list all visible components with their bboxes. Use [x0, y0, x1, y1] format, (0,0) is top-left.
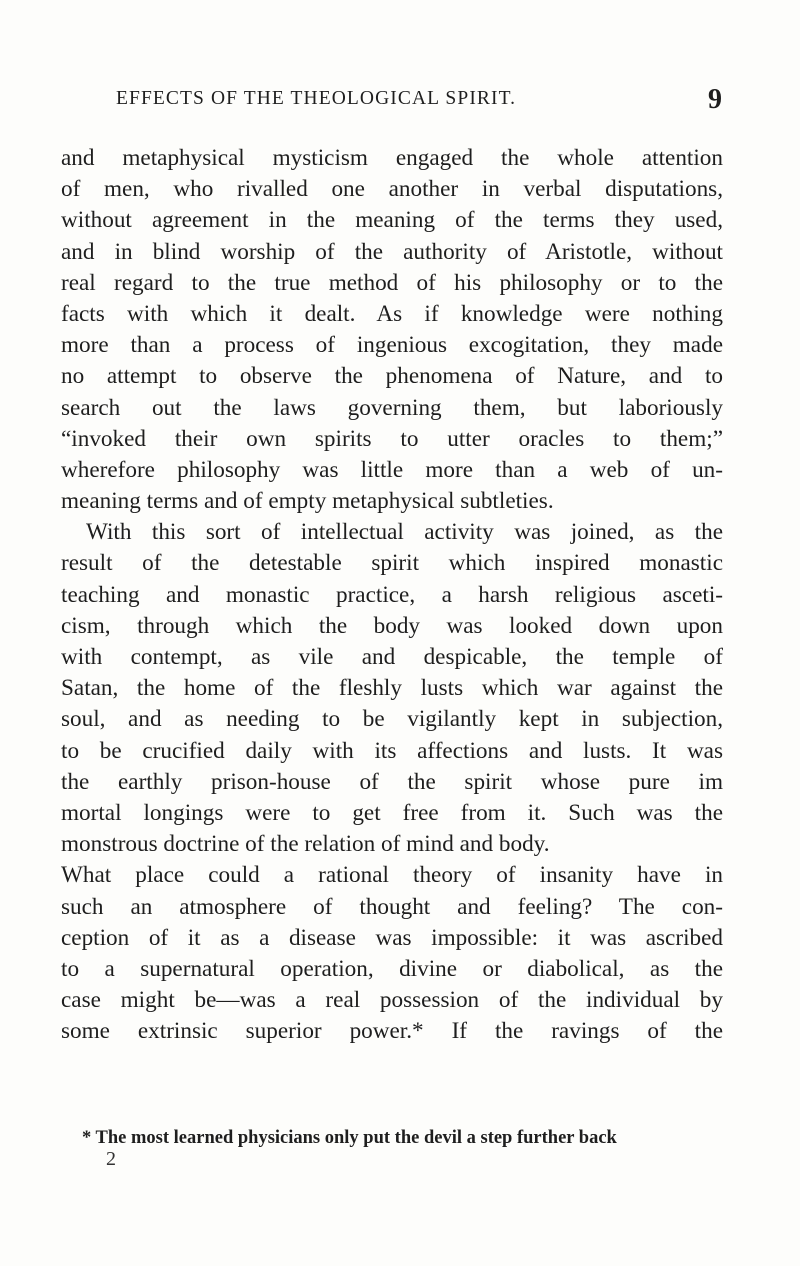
- text-line: soul, and as needing to be vigilantly kept in subjection,: [61, 706, 723, 733]
- text-line: and in blind worship of the authority of Aristotle, without: [61, 238, 723, 265]
- text-line: cism, through which the body was looked down upon: [61, 612, 723, 639]
- text-line: to a supernatural operation, divine or diabolical, as the: [61, 955, 723, 982]
- text-line: the earthly prison-house of the spirit whose pure im: [61, 768, 723, 795]
- text-line: some extrinsic superior power.* If the ravings of the: [61, 1018, 723, 1045]
- signature-mark: 2: [106, 1148, 116, 1170]
- running-head: [116, 84, 722, 118]
- text-line: What place could a rational theory of insanity have in: [61, 862, 723, 889]
- text-line: real regard to the true method of his philosophy or to the: [61, 269, 723, 296]
- text-line: teaching and monastic practice, a harsh religious asceti-: [61, 581, 723, 608]
- running-title: EFFECTS OF THE THEOLOGICAL SPIRIT.: [116, 88, 517, 109]
- text-line: meaning terms and of empty metaphysical subtleties.: [61, 488, 554, 515]
- page-number: 9: [708, 84, 722, 115]
- text-line: monstrous doctrine of the relation of mind and body.: [61, 831, 550, 858]
- text-line: With this sort of intellectual activity was joined, as the: [86, 519, 723, 546]
- text-line: without agreement in the meaning of the terms they used,: [61, 207, 723, 234]
- text-line: case might be—was a real possession of the individual by: [61, 987, 723, 1014]
- text-line: such an atmosphere of thought and feeling? The con-: [61, 893, 723, 920]
- body-text: [61, 143, 723, 1047]
- text-line: to be crucified daily with its affections and lusts. It was: [61, 737, 723, 764]
- text-line: search out the laws governing them, but laboriously: [61, 394, 723, 421]
- text-line: and metaphysical mysticism engaged the whole attention: [61, 145, 723, 171]
- text-line: no attempt to observe the phenomena of Nature, and to: [61, 363, 723, 390]
- text-line: ception of it as a disease was impossible: it was ascribed: [61, 924, 723, 951]
- text-line: mortal longings were to get free from it. Such was the: [61, 799, 723, 826]
- text-line: “invoked their own spirits to utter oracles to them;”: [61, 425, 723, 452]
- text-line: of men, who rivalled one another in verbal disputations,: [61, 176, 723, 203]
- footnote: * The most learned physicians only put the devil a step further back: [82, 1128, 617, 1148]
- text-line: Satan, the home of the fleshly lusts which war against the: [61, 675, 723, 702]
- text-line: result of the detestable spirit which inspired monastic: [61, 550, 723, 577]
- text-line: wherefore philosophy was little more than a web of un-: [61, 456, 723, 483]
- text-line: with contempt, as vile and despicable, the temple of: [61, 644, 723, 670]
- text-line: more than a process of ingenious excogitation, they made: [61, 332, 723, 359]
- text-line: facts with which it dealt. As if knowledge were nothing: [61, 300, 723, 327]
